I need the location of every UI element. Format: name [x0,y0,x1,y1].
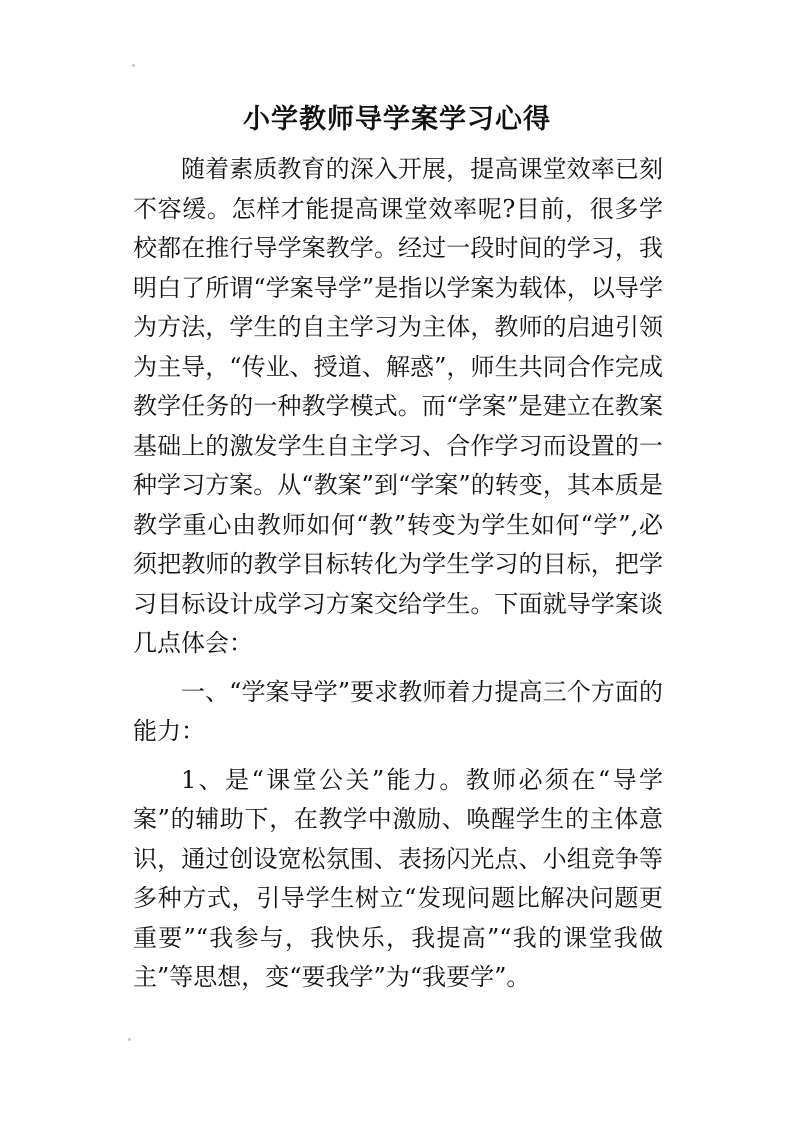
paragraph-section-heading: 一、“学案导学”要求教师着力提高三个方面的能力： [133,677,663,745]
scan-speck [128,1038,131,1041]
paragraph-point-one: 1、是“课堂公关”能力。教师必须在“导学案”的辅助下，在教学中激励、唤醒学生的主体意识，通过创设宽松氛围、表扬闪光点、小组竞争等多种方式，引导学生树立“发现问题比解决问题更重要”“我参与，我快乐，我提高”“我的课堂我做主”等思想，变“要我学”为“我要学”。 [133,765,663,991]
document-body [133,150,663,998]
scan-speck [132,64,135,67]
paragraph-intro: 随着素质教育的深入开展，提高课堂效率已刻不容缓。怎样才能提高课堂效率呢?目前，很多学校都在推行导学案教学。经过一段时间的学习，我明白了所谓“学案导学”是指以学案为载体，以导学为方法，学生的自主学习为主体，教师的启迪引领为主导，“传业、授道、解惑”，师生共同合作完成教学任务的一种教学模式。而“学案”是建立在教案基础上的激发学生自主学习、合作学习而设置的一种学习方案。从“教案”到“学案”的转变，其本质是教学重心由教师如何“教”转变为学生如何“学”,必须把教师的教学目标转化为学生学习的目标，把学习目标设计成学习方案交给学生。下面就导学案谈几点体会： [133,155,663,657]
document-title: 小学教师导学案学习心得 [243,104,551,135]
